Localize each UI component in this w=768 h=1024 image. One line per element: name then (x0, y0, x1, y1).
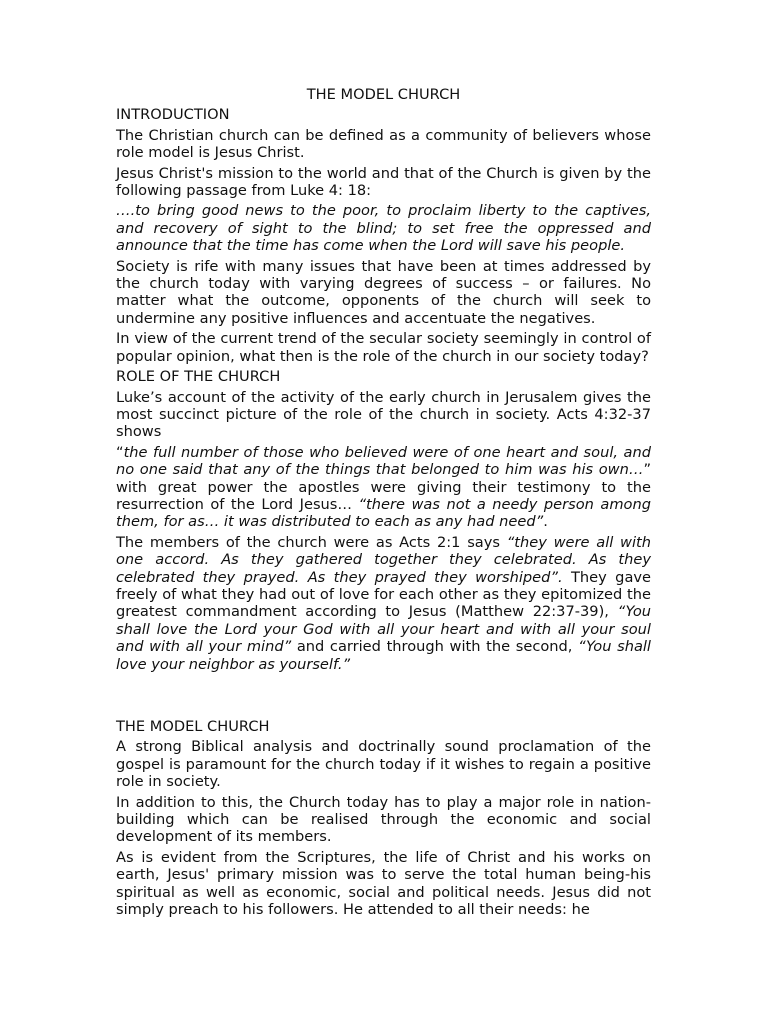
paragraph-definition: The Christian church can be defined as a community of believers whose role model is Jesus Christ. (116, 126, 651, 162)
members-middle-one: They gave freely of what they had out of love for each other as they epitomized the greatest commandment according to Jesus (Matthew 22:37-39), (116, 568, 651, 621)
acts-end: . (543, 513, 548, 531)
members-middle-two: and carried through with the second, (291, 638, 579, 656)
role-heading: ROLE OF THE CHURCH (116, 368, 281, 386)
paragraph-acts-quote (116, 444, 651, 531)
luke-quote-text: ….to bring good news to the poor, to proclaim liberty to the captives, and recovery of sight to the blind; to set free the oppressed and announce that the time has come when the Lord will save his people. (116, 202, 651, 255)
members-quote-two: “You shall love the Lord your God with all your heart and with all your soul and with all your mind” (116, 603, 651, 656)
acts-middle-text: with great power the apostles were giving their testimony to the resurrection of the Lord Jesus… (116, 478, 651, 513)
paragraph-luke-account: Luke’s account of the activity of the early church in Jerusalem gives the most succinct picture of the role of the church in society. Acts 4:32-37 shows (116, 388, 651, 441)
paragraph-secular: In view of the current trend of the secular society seemingly in control of popular opinion, what then is the role of the church in our society today? (116, 330, 651, 365)
members-quote-three: “You shall love your neighbor as yourself.” (116, 638, 651, 673)
acts-quote-one: the full number of those who believed were of one heart and soul, and no one said that any of the things that belonged to him was his own… (116, 443, 651, 479)
acts-open-quote: “ (116, 443, 124, 461)
paragraph-members (116, 534, 651, 673)
paragraph-biblical-analysis: A strong Biblical analysis and doctrinally sound proclamation of the gospel is paramount for the church today if it wishes to regain a positive role in society. (116, 738, 651, 791)
intro-heading: INTRODUCTION (116, 106, 230, 124)
paragraph-society: Society is rife with many issues that have been at times addressed by the church today with varying degrees of success – or failures. No matter what the outcome, opponents of the church will seek to undermine any positive influences and accentuate the negatives. (116, 257, 651, 327)
page-title: THE MODEL CHURCH (306, 86, 461, 103)
document-page (116, 86, 651, 921)
blank-space (116, 676, 651, 718)
members-lead: The members of the church were as Acts 2:1 says (116, 533, 507, 551)
model-heading: THE MODEL CHURCH (116, 718, 270, 735)
paragraph-primary-mission: As is evident from the Scriptures, the life of Christ and his works on earth, Jesus' primary mission was to serve the total human being-his spiritual as well as economic, social and political needs. Jesus did not simply preach to his followers. He attended to all their needs: he (116, 848, 651, 919)
acts-quote-two: “there was not a needy person among them, for as… it was distributed to each as any had need” (116, 495, 651, 531)
members-quote-one: “they were all with one accord. As they gathered together they celebrated. As they celebrated they prayed. As they prayed they worshiped”. (116, 533, 651, 586)
paragraph-mission: Jesus Christ's mission to the world and that of the Church is given by the following passage from Luke 4: 18: (116, 164, 651, 200)
paragraph-luke-quote (116, 202, 651, 254)
paragraph-nation-building: In addition to this, the Church today has to play a major role in nation-building which can be realised through the economic and social development of its members. (116, 793, 651, 846)
acts-close-quote: ” (643, 461, 651, 479)
